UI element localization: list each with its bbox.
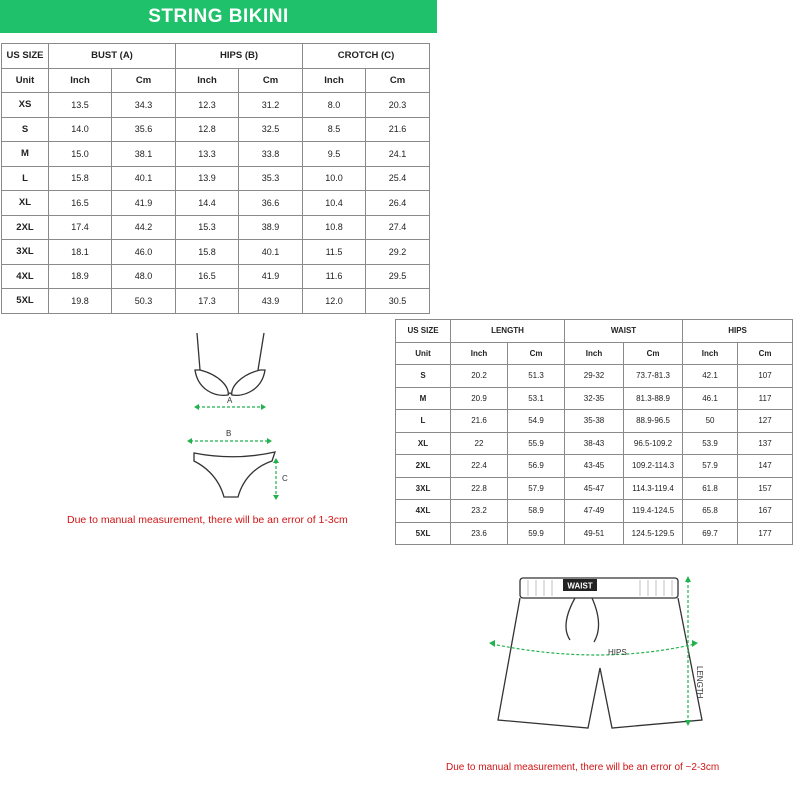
table-row xyxy=(396,387,793,410)
table-cell: 34.3 xyxy=(112,93,176,118)
unit-header: Inch xyxy=(176,68,239,93)
table-cell: 22.4 xyxy=(451,455,508,478)
shorts-size-table xyxy=(395,319,793,545)
size-label: XS xyxy=(2,93,49,118)
measure-line-hips xyxy=(492,644,695,655)
table-row xyxy=(396,410,793,433)
drawstring-right xyxy=(592,598,599,642)
table-cell: 59.9 xyxy=(508,522,565,545)
table-cell: 53.9 xyxy=(683,432,738,455)
table-cell: 32.5 xyxy=(239,117,303,142)
table-row xyxy=(2,289,430,314)
table-cell: 20.9 xyxy=(451,387,508,410)
shorts-body xyxy=(498,598,702,728)
table-cell: 46.0 xyxy=(112,240,176,265)
table-cell: 11.6 xyxy=(303,264,366,289)
label-waist: WAIST xyxy=(567,581,593,591)
size-label: L xyxy=(396,410,451,433)
table-cell: 8.0 xyxy=(303,93,366,118)
table-cell: 10.0 xyxy=(303,166,366,191)
shorts-diagram xyxy=(480,570,730,745)
bikini-bottom xyxy=(194,452,275,497)
table-cell: 13.9 xyxy=(176,166,239,191)
table-cell: 157 xyxy=(738,477,793,500)
bikini-diagram xyxy=(180,325,310,510)
unit-header: Cm xyxy=(239,68,303,93)
table-cell: 36.6 xyxy=(239,191,303,216)
table-row xyxy=(396,432,793,455)
bikini-strap-left xyxy=(197,333,200,370)
page-title: STRING BIKINI xyxy=(148,5,289,27)
table-cell: 147 xyxy=(738,455,793,478)
size-label: S xyxy=(396,365,451,388)
table-cell: 38.9 xyxy=(239,215,303,240)
table-cell: 48.0 xyxy=(112,264,176,289)
table-cell: 107 xyxy=(738,365,793,388)
bikini-measurement-note: Due to manual measurement, there will be an error of 1-3cm xyxy=(67,514,348,526)
label-length: LENGTH xyxy=(695,666,704,699)
table-cell: 23.2 xyxy=(451,500,508,523)
table-cell: 12.3 xyxy=(176,93,239,118)
table-row xyxy=(2,117,430,142)
unit-header: Cm xyxy=(508,342,565,365)
table-cell: 35.3 xyxy=(239,166,303,191)
table-cell: 38-43 xyxy=(565,432,624,455)
bikini-cup-left xyxy=(195,370,228,395)
table-header-row xyxy=(2,44,430,69)
table-cell: 56.9 xyxy=(508,455,565,478)
table-cell: 124.5-129.5 xyxy=(624,522,683,545)
table-cell: 15.8 xyxy=(176,240,239,265)
group-header: BUST (A) xyxy=(49,44,176,69)
size-label: XL xyxy=(2,191,49,216)
unit-label: Unit xyxy=(396,342,451,365)
group-header: HIPS (B) xyxy=(176,44,303,69)
table-cell: 12.8 xyxy=(176,117,239,142)
size-label: 2XL xyxy=(2,215,49,240)
table-cell: 58.9 xyxy=(508,500,565,523)
unit-header: Inch xyxy=(565,342,624,365)
size-column-header: US SIZE xyxy=(2,44,49,69)
size-label: S xyxy=(2,117,49,142)
size-label: XL xyxy=(396,432,451,455)
bikini-strap-right xyxy=(258,333,264,370)
table-cell: 20.2 xyxy=(451,365,508,388)
table-cell: 18.1 xyxy=(49,240,112,265)
table-cell: 43.9 xyxy=(239,289,303,314)
label-c: C xyxy=(282,474,288,483)
table-unit-row xyxy=(396,342,793,365)
bikini-cup-right xyxy=(232,370,265,395)
table-cell: 17.4 xyxy=(49,215,112,240)
title-banner xyxy=(0,0,437,33)
table-row xyxy=(2,93,430,118)
table-cell: 50 xyxy=(683,410,738,433)
table-cell: 33.8 xyxy=(239,142,303,167)
size-label: 4XL xyxy=(396,500,451,523)
table-cell: 32-35 xyxy=(565,387,624,410)
table-cell: 21.6 xyxy=(366,117,430,142)
table-row xyxy=(396,477,793,500)
table-cell: 18.9 xyxy=(49,264,112,289)
table-cell: 40.1 xyxy=(112,166,176,191)
label-b: B xyxy=(226,429,232,438)
size-label: 5XL xyxy=(396,522,451,545)
table-cell: 29.5 xyxy=(366,264,430,289)
table-cell: 22 xyxy=(451,432,508,455)
table-cell: 109.2-114.3 xyxy=(624,455,683,478)
table-cell: 31.2 xyxy=(239,93,303,118)
table-header-row xyxy=(396,320,793,343)
table-cell: 14.0 xyxy=(49,117,112,142)
table-cell: 22.8 xyxy=(451,477,508,500)
table-cell: 21.6 xyxy=(451,410,508,433)
table-cell: 40.1 xyxy=(239,240,303,265)
unit-header: Inch xyxy=(49,68,112,93)
table-cell: 10.8 xyxy=(303,215,366,240)
table-cell: 54.9 xyxy=(508,410,565,433)
table-row xyxy=(396,522,793,545)
size-label: 3XL xyxy=(396,477,451,500)
table-cell: 16.5 xyxy=(176,264,239,289)
group-header: CROTCH (C) xyxy=(303,44,430,69)
table-row xyxy=(2,264,430,289)
table-cell: 11.5 xyxy=(303,240,366,265)
table-cell: 114.3-119.4 xyxy=(624,477,683,500)
table-cell: 177 xyxy=(738,522,793,545)
table-cell: 167 xyxy=(738,500,793,523)
table-cell: 41.9 xyxy=(239,264,303,289)
group-header: LENGTH xyxy=(451,320,565,343)
size-label: 5XL xyxy=(2,289,49,314)
label-hips: HIPS xyxy=(608,648,627,657)
table-cell: 24.1 xyxy=(366,142,430,167)
unit-header: Cm xyxy=(366,68,430,93)
table-cell: 38.1 xyxy=(112,142,176,167)
table-cell: 15.0 xyxy=(49,142,112,167)
table-cell: 8.5 xyxy=(303,117,366,142)
table-cell: 17.3 xyxy=(176,289,239,314)
table-cell: 35-38 xyxy=(565,410,624,433)
unit-label: Unit xyxy=(2,68,49,93)
table-cell: 50.3 xyxy=(112,289,176,314)
unit-header: Inch xyxy=(303,68,366,93)
group-header: HIPS xyxy=(683,320,793,343)
table-cell: 49-51 xyxy=(565,522,624,545)
table-cell: 42.1 xyxy=(683,365,738,388)
table-cell: 9.5 xyxy=(303,142,366,167)
table-cell: 29-32 xyxy=(565,365,624,388)
table-cell: 16.5 xyxy=(49,191,112,216)
table-row xyxy=(396,455,793,478)
table-row xyxy=(2,142,430,167)
table-cell: 27.4 xyxy=(366,215,430,240)
table-cell: 23.6 xyxy=(451,522,508,545)
table-row xyxy=(396,500,793,523)
table-cell: 119.4-124.5 xyxy=(624,500,683,523)
table-cell: 65.8 xyxy=(683,500,738,523)
table-cell: 19.8 xyxy=(49,289,112,314)
label-a: A xyxy=(227,396,233,405)
bikini-size-table xyxy=(1,43,430,314)
table-cell: 13.5 xyxy=(49,93,112,118)
unit-header: Inch xyxy=(451,342,508,365)
size-label: L xyxy=(2,166,49,191)
table-cell: 20.3 xyxy=(366,93,430,118)
table-cell: 10.4 xyxy=(303,191,366,216)
size-label: M xyxy=(2,142,49,167)
size-column-header: US SIZE xyxy=(396,320,451,343)
table-row xyxy=(2,240,430,265)
unit-header: Inch xyxy=(683,342,738,365)
table-row xyxy=(2,191,430,216)
table-cell: 53.1 xyxy=(508,387,565,410)
table-cell: 25.4 xyxy=(366,166,430,191)
table-cell: 26.4 xyxy=(366,191,430,216)
table-cell: 45-47 xyxy=(565,477,624,500)
table-cell: 69.7 xyxy=(683,522,738,545)
table-cell: 137 xyxy=(738,432,793,455)
unit-header: Cm xyxy=(112,68,176,93)
table-cell: 41.9 xyxy=(112,191,176,216)
size-label: 4XL xyxy=(2,264,49,289)
table-cell: 35.6 xyxy=(112,117,176,142)
table-cell: 12.0 xyxy=(303,289,366,314)
drawstring-left xyxy=(566,598,575,640)
table-cell: 46.1 xyxy=(683,387,738,410)
table-cell: 30.5 xyxy=(366,289,430,314)
table-cell: 117 xyxy=(738,387,793,410)
table-row xyxy=(2,215,430,240)
table-row xyxy=(396,365,793,388)
table-cell: 57.9 xyxy=(508,477,565,500)
shorts-measurement-note: Due to manual measurement, there will be an error of ~2-3cm xyxy=(446,762,720,773)
table-cell: 15.8 xyxy=(49,166,112,191)
table-cell: 73.7-81.3 xyxy=(624,365,683,388)
table-cell: 14.4 xyxy=(176,191,239,216)
table-cell: 61.8 xyxy=(683,477,738,500)
size-label: 2XL xyxy=(396,455,451,478)
table-cell: 51.3 xyxy=(508,365,565,388)
table-cell: 127 xyxy=(738,410,793,433)
table-cell: 13.3 xyxy=(176,142,239,167)
table-cell: 47-49 xyxy=(565,500,624,523)
table-row xyxy=(2,166,430,191)
table-cell: 43-45 xyxy=(565,455,624,478)
unit-header: Cm xyxy=(738,342,793,365)
table-cell: 81.3-88.9 xyxy=(624,387,683,410)
table-cell: 15.3 xyxy=(176,215,239,240)
unit-header: Cm xyxy=(624,342,683,365)
size-label: M xyxy=(396,387,451,410)
size-label: 3XL xyxy=(2,240,49,265)
table-cell: 29.2 xyxy=(366,240,430,265)
table-cell: 57.9 xyxy=(683,455,738,478)
group-header: WAIST xyxy=(565,320,683,343)
table-cell: 88.9-96.5 xyxy=(624,410,683,433)
table-cell: 44.2 xyxy=(112,215,176,240)
table-cell: 96.5-109.2 xyxy=(624,432,683,455)
table-cell: 55.9 xyxy=(508,432,565,455)
table-unit-row xyxy=(2,68,430,93)
